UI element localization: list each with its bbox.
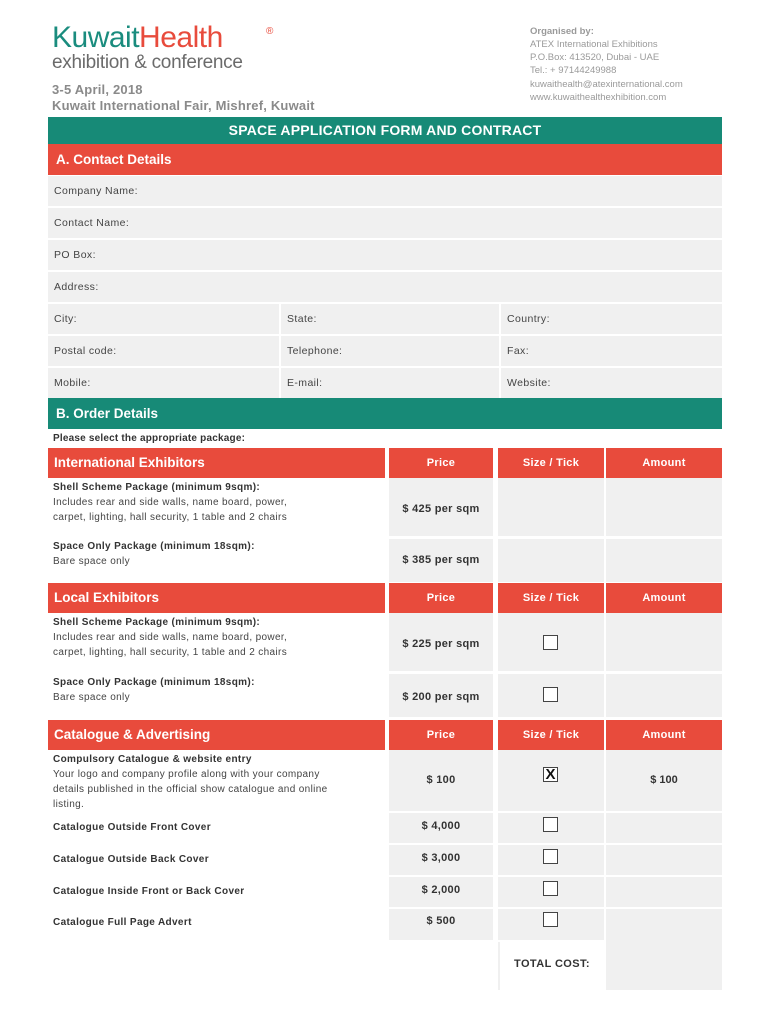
po-box-label: PO Box:	[48, 240, 722, 270]
organiser-website[interactable]: www.kuwaithealthexhibition.com	[530, 92, 667, 103]
intl-col-amount: Amount	[606, 448, 722, 478]
intl-col-size: Size / Tick	[498, 448, 604, 478]
section-contact-heading: A. Contact Details	[48, 144, 722, 175]
intl-space-desc: Bare space only	[53, 556, 130, 567]
local-title: Local Exhibitors	[48, 583, 385, 613]
logo-wordmark	[52, 22, 223, 54]
cat-obc-checkbox[interactable]	[543, 849, 558, 864]
intl-space-package	[53, 539, 255, 569]
local-space-name: Space Only Package (minimum 18sqm):	[53, 677, 255, 688]
state-field[interactable]: State:	[281, 304, 499, 334]
form-title: SPACE APPLICATION FORM AND CONTRACT	[48, 117, 722, 144]
cat-compulsory-desc-2: details published in the official show catalogue and online	[53, 784, 328, 795]
cat-fpa-name: Catalogue Full Page Advert	[53, 917, 192, 928]
city-state-country-row	[48, 304, 722, 334]
company-name-label: Company Name:	[48, 176, 722, 206]
intl-space-name: Space Only Package (minimum 18sqm):	[53, 541, 255, 552]
intl-col-price: Price	[389, 448, 493, 478]
cat-fpa-checkbox[interactable]	[543, 912, 558, 927]
local-space-desc: Bare space only	[53, 692, 130, 703]
event-date: 3-5 April, 2018	[52, 82, 143, 97]
cat-col-price: Price	[389, 720, 493, 750]
cat-amount-column	[606, 750, 722, 990]
local-shell-desc-2: carpet, lighting, hall security, 1 table and 2 chairs	[53, 647, 288, 658]
cat-ofc-checkbox[interactable]	[543, 817, 558, 832]
event-venue: Kuwait International Fair, Mishref, Kuwait	[52, 98, 315, 113]
section-order-heading: B. Order Details	[48, 398, 722, 429]
logo-registered-mark: ®	[266, 26, 274, 37]
local-shell-package	[53, 615, 287, 660]
intl-price-column	[389, 478, 493, 582]
local-header-row	[0, 583, 770, 613]
intl-shell-desc-1: Includes rear and side walls, name board, power,	[53, 497, 288, 508]
logo-health: Health	[139, 21, 223, 54]
cat-ofc-name: Catalogue Outside Front Cover	[53, 822, 211, 833]
intl-header-row	[0, 448, 770, 478]
cat-col-amount: Amount	[606, 720, 722, 750]
cat-ifc-name: Catalogue Inside Front or Back Cover	[53, 886, 245, 897]
cat-fpa-price: $ 500	[426, 915, 456, 927]
local-shell-price: $ 225 per sqm	[402, 638, 480, 650]
local-space-checkbox[interactable]	[543, 687, 558, 702]
local-col-price: Price	[389, 583, 493, 613]
local-shell-checkbox[interactable]	[543, 635, 558, 650]
organiser-title: Organised by:	[530, 26, 594, 37]
row-divider	[389, 875, 722, 877]
organiser-tel: Tel.: + 97144249988	[530, 65, 617, 76]
catalogue-title: Catalogue & Advertising	[48, 720, 385, 750]
local-shell-name: Shell Scheme Package (minimum 9sqm):	[53, 617, 261, 628]
intl-size-column	[498, 478, 604, 582]
local-col-amount: Amount	[606, 583, 722, 613]
local-shell-desc-1: Includes rear and side walls, name board, power,	[53, 632, 288, 643]
intl-shell-price: $ 425 per sqm	[402, 503, 480, 515]
row-divider	[389, 843, 722, 845]
local-space-price: $ 200 per sqm	[402, 691, 480, 703]
cat-compulsory-checkbox[interactable]: X	[543, 767, 558, 782]
row-divider	[389, 671, 722, 674]
cat-ifc-checkbox[interactable]	[543, 881, 558, 896]
organiser-pobox: P.O.Box: 413520, Dubai - UAE	[530, 52, 660, 63]
mobile-field[interactable]: Mobile:	[48, 368, 279, 398]
fax-field[interactable]: Fax:	[501, 336, 722, 366]
cat-ofc-price: $ 4,000	[421, 820, 461, 832]
intl-title: International Exhibitors	[48, 448, 385, 478]
intl-space-price: $ 385 per sqm	[402, 554, 480, 566]
email-field[interactable]: E-mail:	[281, 368, 499, 398]
telephone-field[interactable]: Telephone:	[281, 336, 499, 366]
city-field[interactable]: City:	[48, 304, 279, 334]
postal-tel-fax-row	[48, 336, 722, 366]
logo-subtitle: exhibition & conference	[52, 52, 243, 73]
company-name-field[interactable]	[48, 176, 722, 206]
intl-shell-name: Shell Scheme Package (minimum 9sqm):	[53, 482, 261, 493]
catalogue-header-row	[0, 720, 770, 750]
country-field[interactable]: Country:	[501, 304, 722, 334]
intl-shell-package	[53, 480, 287, 525]
cat-compulsory-price: $ 100	[426, 774, 456, 786]
organiser-company: ATEX International Exhibitions	[530, 39, 658, 50]
row-divider	[389, 536, 722, 539]
cat-compulsory-amount: $ 100	[650, 774, 678, 786]
row-divider	[389, 907, 722, 909]
row-divider	[389, 811, 722, 813]
cat-obc-price: $ 3,000	[421, 852, 461, 864]
cat-compulsory-desc-1: Your logo and company profile along with your company	[53, 769, 320, 780]
cat-obc-name: Catalogue Outside Back Cover	[53, 854, 209, 865]
postal-code-field[interactable]: Postal code:	[48, 336, 279, 366]
intl-shell-desc-2: carpet, lighting, hall security, 1 table and 2 chairs	[53, 512, 288, 523]
contact-name-field[interactable]	[48, 208, 722, 238]
total-cost-label: TOTAL COST:	[514, 958, 590, 970]
cat-compulsory-name: Compulsory Catalogue & website entry	[53, 754, 252, 765]
contact-name-label: Contact Name:	[48, 208, 722, 238]
organiser-email[interactable]: kuwaithealth@atexinternational.com	[530, 79, 683, 90]
intl-amount-column	[606, 478, 722, 582]
cat-ifc-price: $ 2,000	[421, 884, 461, 896]
po-box-field[interactable]	[48, 240, 722, 270]
website-field[interactable]: Website:	[501, 368, 722, 398]
logo-kuwait: Kuwait	[52, 21, 140, 54]
cat-compulsory-entry	[53, 752, 328, 812]
local-amount-column	[606, 613, 722, 717]
local-space-package	[53, 675, 255, 705]
cat-compulsory-desc-3: listing.	[53, 799, 85, 810]
mobile-email-website-row	[48, 368, 722, 398]
address-label: Address:	[48, 272, 722, 302]
order-instruction: Please select the appropriate package:	[53, 433, 246, 444]
address-field[interactable]	[48, 272, 722, 302]
local-col-size: Size / Tick	[498, 583, 604, 613]
cat-col-size: Size / Tick	[498, 720, 604, 750]
